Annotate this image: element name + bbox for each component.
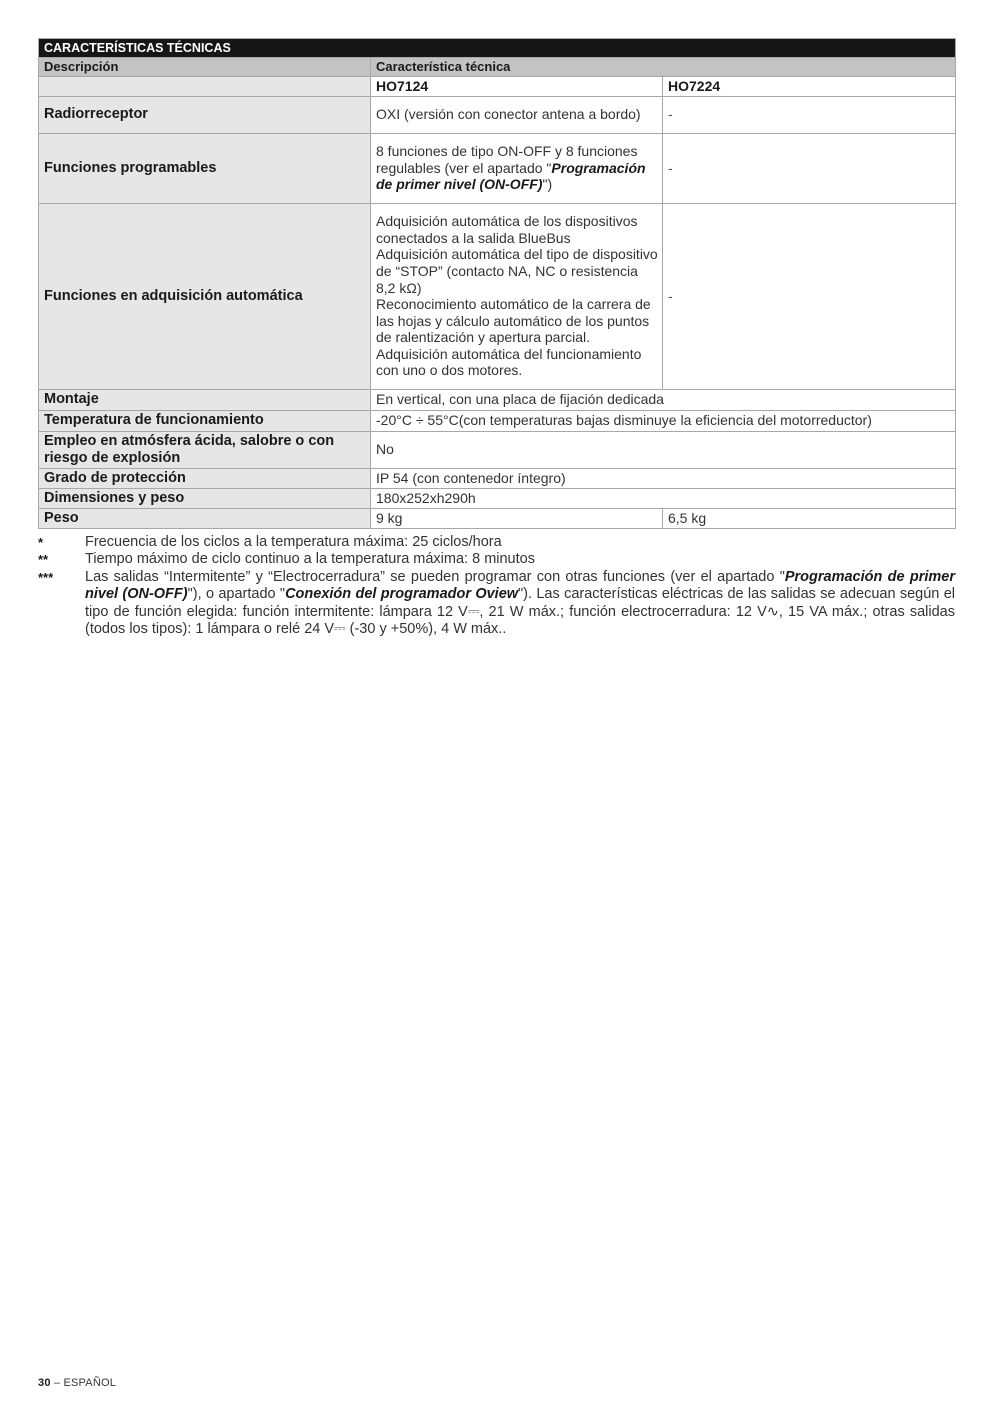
footnote bbox=[38, 569, 955, 639]
auto-line: Reconocimiento automático de la carrera de las hojas y cálculo automático de los puntos de ralentización y apertura parcial. bbox=[376, 296, 651, 346]
row-value: IP 54 (con contenedor íntegro) bbox=[371, 468, 956, 488]
page-footer bbox=[38, 1377, 116, 1389]
funcs-text-post: ") bbox=[542, 176, 553, 193]
footer-language: ESPAÑOL bbox=[63, 1377, 117, 1389]
table-title: CARACTERÍSTICAS TÉCNICAS bbox=[39, 39, 956, 58]
auto-line: Adquisición automática del tipo de dispositivo de “STOP” (contacto NA, NC o resistencia 8,2 kΩ) bbox=[376, 246, 658, 296]
row-label: Dimensiones y peso bbox=[39, 488, 371, 508]
model-ho7124: HO7124 bbox=[371, 77, 663, 97]
row-value: -20°C ÷ 55°C(con temperaturas bajas disminuye la eficiencia del motorreductor) bbox=[371, 410, 956, 431]
note-ref-programacion: Programación de primer nivel (ON-OFF) bbox=[85, 568, 955, 603]
row-label: Grado de protección bbox=[39, 468, 371, 488]
note-text-part: Las salidas “Intermitente” y “Electrocerradura” se pueden programar con otras funciones (ver el apartado " bbox=[85, 568, 785, 585]
row-value: En vertical, con una placa de fijación dedicada bbox=[371, 389, 956, 410]
row-label: Peso bbox=[39, 508, 371, 528]
table-row bbox=[39, 389, 956, 410]
row-label: Funciones programables bbox=[39, 133, 371, 203]
footnote-text: Frecuencia de los ciclos a la temperatura máxima: 25 ciclos/hora bbox=[85, 533, 502, 550]
table-row bbox=[39, 488, 956, 508]
table-row bbox=[39, 431, 956, 468]
row-value: No bbox=[371, 431, 956, 468]
table-header-row bbox=[39, 58, 956, 77]
row-label: Temperatura de funcionamiento bbox=[39, 410, 371, 431]
footnote-mark: ** bbox=[38, 552, 49, 568]
table-row bbox=[39, 96, 956, 133]
row-value-ho7224: - bbox=[663, 133, 956, 203]
table-row bbox=[39, 468, 956, 488]
table-row bbox=[39, 410, 956, 431]
note-ref-oview: Conexión del programador Oview bbox=[285, 586, 519, 603]
models-row bbox=[39, 77, 956, 97]
row-label: Radiorreceptor bbox=[39, 96, 371, 133]
funcs-text-pre: 8 funciones de tipo ON-OFF y 8 funciones regulables (ver el apartado " bbox=[376, 143, 638, 176]
row-value: 180x252xh290h bbox=[371, 488, 956, 508]
table-title-row bbox=[39, 39, 956, 58]
note-text-part: "). Las características eléctricas de las salidas se adecuan según el tipo de función elegida: función intermitente: lámpara 12 V⎓, 21 W máx.; función electrocerradura: 12 V∿, 15 VA máx.; otras salidas (todos los tipos): 1 lámpara o relé 24 V⎓ (-30 y +50%), 4 W máx.. bbox=[85, 586, 955, 638]
header-spec: Característica técnica bbox=[371, 58, 956, 77]
models-blank-cell bbox=[39, 77, 371, 97]
footnote-text: Tiempo máximo de ciclo continuo a la temperatura máxima: 8 minutos bbox=[85, 551, 535, 568]
table-row bbox=[39, 508, 956, 528]
footnote-text bbox=[85, 569, 955, 639]
footnote bbox=[38, 534, 955, 552]
funcs-text-bold: Programación de primer nivel (ON-OFF) bbox=[376, 159, 646, 193]
footnote-mark: * bbox=[38, 534, 44, 550]
auto-line: Adquisición automática del funcionamiento con uno o dos motores. bbox=[376, 345, 642, 379]
row-label: Empleo en atmósfera ácida, salobre o con riesgo de explosión bbox=[39, 431, 371, 468]
spec-table bbox=[38, 38, 956, 529]
page-number: 30 bbox=[38, 1377, 51, 1389]
header-description: Descripción bbox=[39, 58, 371, 77]
table-row bbox=[39, 203, 956, 389]
spec-page bbox=[38, 38, 955, 639]
note-text-part: "), o apartado " bbox=[187, 586, 286, 603]
row-value-ho7224: - bbox=[663, 96, 956, 133]
row-value-ho7224: 6,5 kg bbox=[663, 508, 956, 528]
table-row bbox=[39, 133, 956, 203]
footnotes bbox=[38, 534, 955, 639]
row-value-ho7224: - bbox=[663, 203, 956, 389]
row-value-ho7124 bbox=[371, 133, 663, 203]
row-label: Funciones en adquisición automática bbox=[39, 203, 371, 389]
row-value-ho7124: 9 kg bbox=[371, 508, 663, 528]
model-ho7224: HO7224 bbox=[663, 77, 956, 97]
row-value-ho7124: OXI (versión con conector antena a bordo) bbox=[371, 96, 663, 133]
footer-separator: – bbox=[50, 1377, 64, 1389]
row-value-ho7124 bbox=[371, 203, 663, 389]
auto-line: Adquisición automática de los dispositivos conectados a la salida BlueBus bbox=[376, 213, 638, 246]
footnote bbox=[38, 551, 955, 569]
row-label: Montaje bbox=[39, 389, 371, 410]
footnote-mark: *** bbox=[38, 569, 54, 585]
